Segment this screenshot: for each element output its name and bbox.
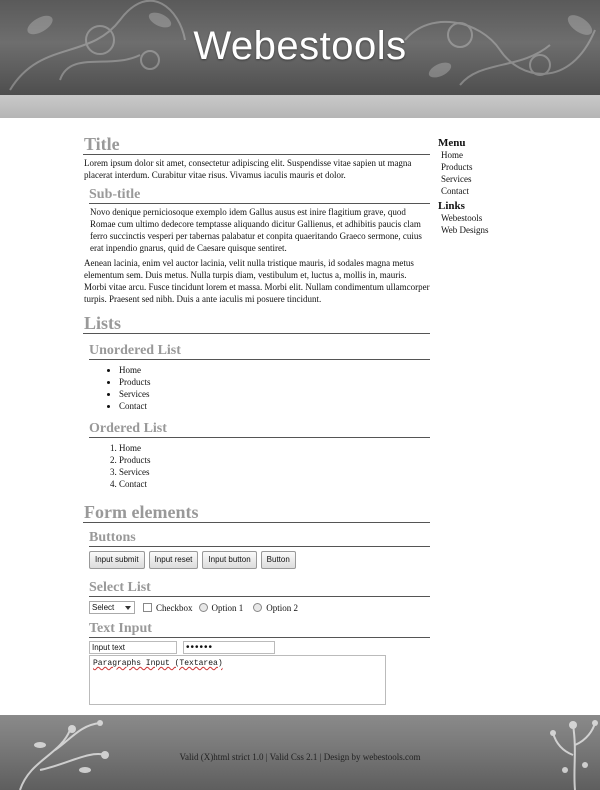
buttons-heading: Buttons [89, 527, 430, 547]
links-list [441, 212, 558, 236]
site-title: Webestools [193, 24, 407, 68]
select-list-heading: Select List [89, 577, 430, 597]
footer-text: Valid (X)html strict 1.0 | Valid Css 2.1 | Design by webestools.com [179, 752, 421, 762]
password-input[interactable]: •••••• [183, 641, 275, 654]
menu-item-services[interactable]: Services [441, 174, 472, 184]
subtitle-heading: Sub-title [89, 184, 430, 204]
button-row [89, 551, 430, 569]
list-item: 4. Contact [119, 478, 430, 490]
radio-option-1[interactable] [199, 603, 208, 612]
input-submit-button[interactable]: Input submit [89, 551, 145, 569]
menu-item-contact[interactable]: Contact [441, 186, 469, 196]
ordered-list [119, 442, 430, 490]
chevron-down-icon [125, 606, 131, 610]
list-item: • Services [119, 388, 430, 400]
menu-heading: Menu [438, 137, 466, 149]
list-item: • Home [119, 364, 430, 376]
list-item: 1. Home [119, 442, 430, 454]
unordered-list-heading: Unordered List [89, 340, 430, 360]
text-input[interactable]: Input text [89, 641, 177, 654]
checkbox[interactable] [143, 603, 152, 612]
page-title: Title [83, 132, 430, 155]
sidebar [438, 137, 558, 239]
site-header [0, 0, 600, 95]
menu-item-products[interactable]: Products [441, 162, 473, 172]
ordered-list-heading: Ordered List [89, 418, 430, 438]
list-item: 3. Services [119, 466, 430, 478]
intro-paragraph: Lorem ipsum dolor sit amet, consectetur adipiscing elit. Suspendisse vitae sapien ut magna placerat interdum. Curabitur vitae risus. Vivamus iaculis mauris et dolor. [84, 158, 412, 180]
menu-list [441, 149, 558, 197]
links-heading: Links [438, 200, 465, 212]
radio-option-1-label: Option 1 [211, 602, 244, 613]
list-item: 2. Products [119, 454, 430, 466]
lists-heading: Lists [83, 311, 430, 334]
textarea[interactable]: Paragraphs Input (Textarea) [89, 655, 386, 705]
button[interactable]: Button [261, 551, 296, 569]
main-content [83, 132, 430, 705]
radio-option-2[interactable] [253, 603, 262, 612]
input-row [89, 641, 430, 654]
site-footer [0, 715, 600, 790]
form-elements-heading: Form elements [83, 500, 430, 523]
input-button[interactable]: Input button [202, 551, 256, 569]
text-input-heading: Text Input [89, 618, 430, 638]
link-webestools[interactable]: Webestools [441, 213, 483, 223]
menu-item-home[interactable]: Home [441, 150, 463, 160]
select-row [89, 601, 430, 614]
unordered-list [119, 364, 430, 412]
header-band [0, 95, 600, 118]
list-item: • Products [119, 376, 430, 388]
input-reset-button[interactable]: Input reset [149, 551, 199, 569]
select-value: Select [92, 603, 115, 612]
select-dropdown[interactable] [89, 601, 135, 614]
radio-option-2-label: Option 2 [266, 602, 299, 613]
subtitle-paragraph: Novo denique perniciosoque exemplo idem Gallus ausus est inire flagitium grave, quod Romae cum ultimo dedecore temptasse aliquando dicitur Gallienus, et adhibitis paucis clam ferro succinctis vesperi per tabernas palabatur et conpita quaeritando Graeco sermone, cuius erat inpendio gnarus, quid de Caesare quisque sentiret. [90, 207, 422, 253]
link-web-designs[interactable]: Web Designs [441, 225, 489, 235]
second-paragraph: Aenean lacinia, enim vel auctor lacinia, velit nulla tristique mauris, id sodales magna metus elementum sem. Duis metus. Nulla turpis diam, vestibulum et, luctus a, mollis in, mauris. Morbi vitae arcu. Fusce tincidunt lorem et massa. Morbi elit. Nullam condimentum ullamcorper turpis. Praesent sed nibh. Duis a ante iaculis mi posuere tincidunt. [84, 258, 430, 304]
checkbox-label: Checkbox [156, 602, 193, 613]
list-item: • Contact [119, 400, 430, 412]
